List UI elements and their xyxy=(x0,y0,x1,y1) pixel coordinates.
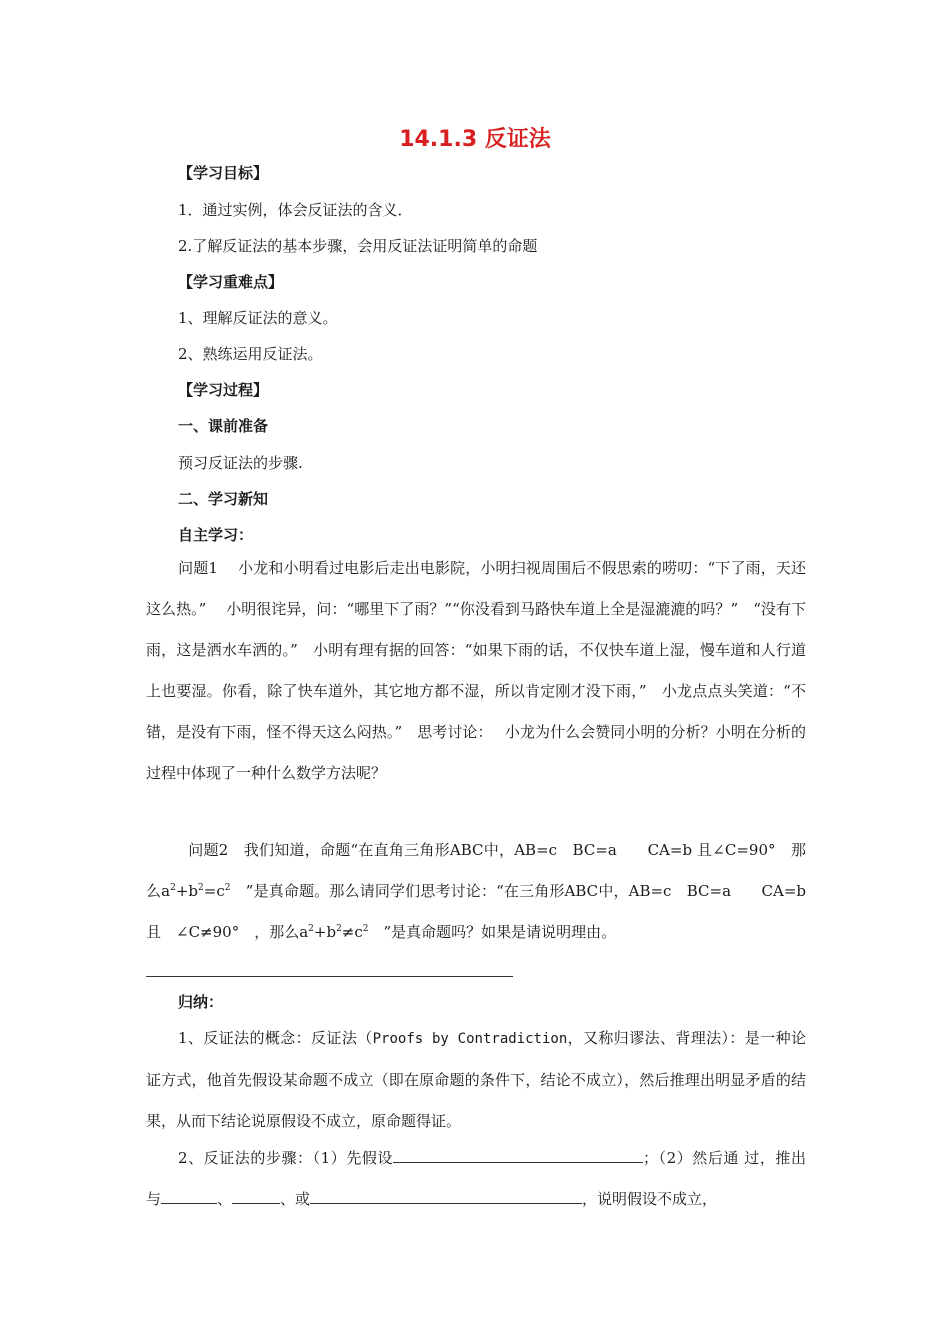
exponent: 2 xyxy=(224,883,231,893)
key-point-item-1: 1、理解反证法的意义。 xyxy=(178,309,338,327)
problem2-part4: ”是真命题。那么请同学们思考讨论：“在三角形ABC中，AB=c BC=a CA=b 且 ∠C≠90° ，那么a xyxy=(146,882,806,941)
answer-line xyxy=(146,976,513,977)
self-study-label: 自主学习： xyxy=(178,526,254,544)
summary-item1-paragraph xyxy=(146,1018,806,1142)
goals-heading: 【学习目标】 xyxy=(178,164,269,182)
fill-blank[interactable] xyxy=(161,1186,217,1204)
summary-item1-english: Proofs by Contradiction xyxy=(372,1031,568,1047)
summary-item1-a: 1、反证法的概念：反证法（ xyxy=(178,1029,373,1047)
section1-heading: 一、课前准备 xyxy=(178,417,269,435)
key-point-item-2: 2、熟练运用反证法。 xyxy=(178,345,323,363)
problem2-part3: =c xyxy=(203,882,225,900)
goal-item-2: 2.了解反证法的基本步骤，会用反证法证明简单的命题 xyxy=(178,237,538,255)
fill-blank[interactable] xyxy=(393,1145,643,1163)
problem2-part6: ≠c xyxy=(341,923,363,941)
fill-blank[interactable] xyxy=(310,1186,582,1204)
summary-item2-e: ，说明假设不成立， xyxy=(582,1190,718,1208)
exponent: 2 xyxy=(308,924,314,934)
summary-item2-paragraph xyxy=(146,1138,806,1220)
summary-item2-d: 、或 xyxy=(280,1190,311,1208)
summary-item2-c: 、 xyxy=(217,1190,233,1208)
exponent: 2 xyxy=(336,924,342,934)
key-points-heading: 【学习重难点】 xyxy=(178,273,284,291)
summary-heading: 归纳： xyxy=(178,993,224,1011)
summary-item2-b: ；（2）然后通 过，推出与 xyxy=(146,1149,806,1208)
problem2-part7: ”是真命题吗？如果是请说明理由。 xyxy=(368,923,617,941)
page-title: 14.1.3 反证法 xyxy=(399,127,551,152)
problem2-paragraph xyxy=(146,830,806,953)
problem1-text: 问题1 小龙和小明看过电影后走出电影院，小明扫视周围后不假思索的唠叨：“下了雨，天还这么热。” 小明很诧异，问：“哪里下了雨？”“你没看到马路快车道上全是湿漉漉的吗？” “没有下雨，这是洒水车洒的。” 小明有理有据的回答：“如果下雨的话，不仅快车道上湿，慢车道和人行道上也要湿。你看，除了快车道外，其它地方都不湿，所以肯定刚才没下雨，” 小龙点点头笑道：“不错，是没有下雨，怪不得天这么闷热。” 思考讨论： 小龙为什么会赞同小明的分析？小明在分析的过程中体现了一种什么数学方法呢？ xyxy=(146,559,806,782)
problem2-part5: +b xyxy=(313,923,337,941)
problem2-part2: +b xyxy=(175,882,199,900)
exponent: 2 xyxy=(198,883,204,893)
summary-item2-a: 2、反证法的步骤：（1）先假设 xyxy=(178,1149,393,1167)
exponent: 2 xyxy=(362,924,369,934)
exponent: 2 xyxy=(170,883,176,893)
goal-item-1: 1．通过实例，体会反证法的含义． xyxy=(178,201,413,219)
section1-text: 预习反证法的步骤. xyxy=(178,454,303,472)
fill-blank[interactable] xyxy=(232,1186,280,1204)
section2-heading: 二、学习新知 xyxy=(178,490,269,508)
summary-item1-b: ，又称归谬法、背理法）：是一种论证方式，他首先假设某命题不成立（即在原命题的条件下，结论不成立），然后推理出明显矛盾的结果，从而下结论说原假设不成立，原命题得证。 xyxy=(146,1029,806,1130)
problem2-part1: 问题2 我们知道，命题“在直角三角形ABC中，AB=c BC=a CA=b 且∠C=90° 那么a xyxy=(146,841,806,900)
process-heading: 【学习过程】 xyxy=(178,381,269,399)
problem1-paragraph xyxy=(146,548,806,794)
